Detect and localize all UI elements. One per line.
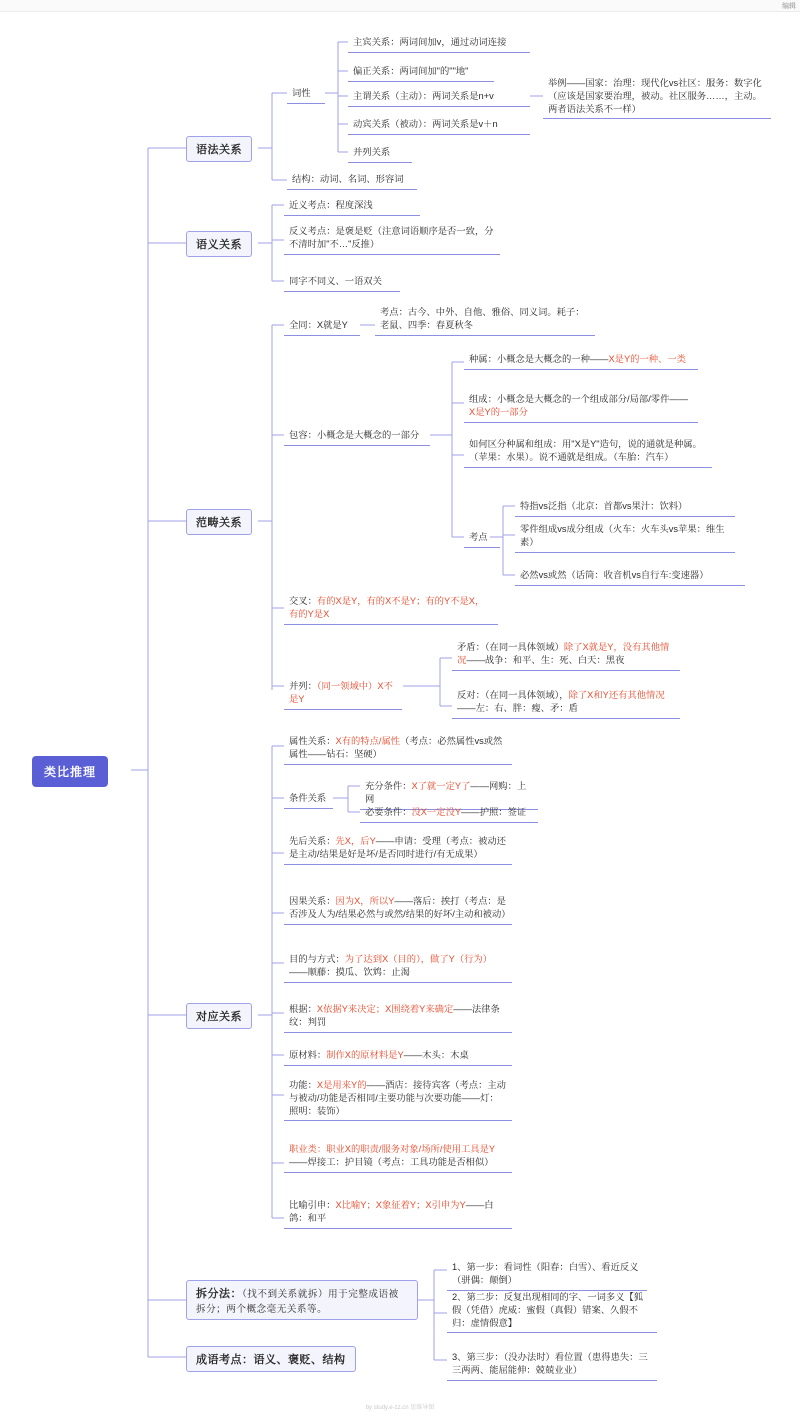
- node-bingliexi[interactable]: 并列关系: [348, 143, 412, 163]
- node-maodun-red: 除了X就是Y，没有其他情况: [457, 642, 670, 665]
- node-kaodian-2[interactable]: 零件组成vs成分组成（火车：火车头vs苹果：维生素）: [515, 520, 735, 553]
- node-fandui-tail: ——左：右、胖：瘦、矛：盾: [457, 702, 578, 713]
- node-xianhou[interactable]: [284, 832, 512, 865]
- branch-idiom[interactable]: 成语考点：语义、褒贬、结构: [186, 1346, 356, 1372]
- node-yinguo-tail: ——落后：挨打（考点：是否涉及人为/结果必然与或然/结果的好坏/主动和被动）: [289, 896, 511, 919]
- root-node[interactable]: 类比推理: [32, 756, 108, 787]
- node-yuancailiao-tail: ——木头：木桌: [403, 1050, 469, 1060]
- node-fandui-red: 除了X和Y还有其他情况: [568, 690, 665, 700]
- node-maodun[interactable]: [452, 638, 680, 671]
- node-kaodian-3[interactable]: 必然vs或然（话筒：收音机vs自行车:变速器）: [515, 566, 745, 586]
- node-shuxing[interactable]: [284, 732, 512, 765]
- node-biyu-tail: ——白鸽：和平: [289, 1200, 494, 1223]
- node-zhongshu-red: X是Y的一种、一类: [608, 354, 686, 364]
- node-yinguo-label: 因果关系：: [289, 896, 336, 906]
- node-tongzi[interactable]: 同字不同义、一语双关: [284, 272, 400, 292]
- node-maodun-text: 矛盾：（在同一具体领域）: [457, 642, 564, 652]
- node-chongfen-red: X了就一定Y了: [411, 781, 471, 791]
- node-genju-tail: ——法律条纹：判罚: [289, 1004, 500, 1027]
- node-tiaojian[interactable]: 条件关系: [284, 789, 333, 809]
- branch-grammar[interactable]: 语法关系: [186, 136, 252, 162]
- node-mudi-red: 为了达到X（目的），做了Y（行为）: [344, 954, 493, 964]
- node-binglie-label: 并列：: [289, 681, 317, 691]
- node-step-3[interactable]: 3、第三步：（没办法时）看位置（患得患失：三三两两、能屈能伸：兢兢业业）: [447, 1348, 657, 1381]
- node-zucheng-red: X是Y的一部分: [469, 406, 528, 417]
- branch-category[interactable]: 范畴关系: [186, 509, 252, 535]
- branch-split[interactable]: [186, 1280, 418, 1320]
- node-biyao-tail: ——护照：签证: [461, 807, 527, 817]
- node-maodun-tail: ——战争：和平、生：死、白天：黑夜: [466, 654, 625, 665]
- node-gongneng-tail: ——酒店：接待宾客（考点：主动与被动/功能是否相同/主要功能与次要功能——灯：照明：装饰）: [289, 1080, 506, 1116]
- node-gongneng-label: 功能：: [289, 1080, 317, 1090]
- node-genju-red: X依据Y来决定；X围绕着Y来确定: [316, 1004, 454, 1014]
- node-biyao[interactable]: [360, 803, 538, 823]
- node-cixing[interactable]: 词性: [287, 84, 325, 104]
- node-fanyi[interactable]: 反义考点：是褒是贬（注意词语顺序是否一致，分不清时加"不…"反推）: [284, 222, 500, 255]
- node-yuancailiao-label: 原材料：: [289, 1050, 327, 1060]
- node-quantong-aside[interactable]: 考点：古今、中外、自他、雅俗、同义词。耗子：老鼠、四季：春夏秋冬: [375, 303, 595, 336]
- node-xianhou-label: 先后关系：: [289, 836, 336, 846]
- node-jinyi[interactable]: 近义考点：程度深浅: [284, 196, 420, 216]
- node-zhongshu[interactable]: [464, 350, 698, 370]
- node-yuancailiao-red: 制作X的原材料是Y: [326, 1050, 404, 1060]
- node-biyu-label: 比喻引申：: [289, 1200, 336, 1210]
- node-dongbin[interactable]: 动宾关系（被动）：两词关系是v＋n: [348, 115, 530, 135]
- node-mudi[interactable]: [284, 950, 512, 983]
- node-gongneng[interactable]: [284, 1076, 512, 1121]
- node-pianzheng[interactable]: 偏正关系：两词间加"的""地": [348, 62, 494, 82]
- node-step-2[interactable]: 2、第二步：反复出现相同的字、一词多义【狐假（凭借）虎威：蜜假（真假）错案、久假不归：虚情假意】: [447, 1288, 657, 1333]
- split-label: 拆分法：: [196, 1288, 242, 1300]
- node-yinguo-red: 因为X，所以Y: [335, 896, 395, 906]
- branch-semantic[interactable]: 语义关系: [186, 231, 252, 257]
- window-top-bar: [0, 0, 800, 12]
- node-biyao-red: 没X一定没Y: [411, 807, 462, 817]
- node-zhiye-tail: ——焊接工：护目镜（考点：工具功能是否相似）: [289, 1156, 494, 1167]
- node-chongfen-tail: ——网购：上网: [365, 781, 527, 804]
- node-binglie[interactable]: [284, 677, 402, 710]
- node-step-1[interactable]: 1、第一步：看词性（阳春：白雪）、看近反义（骈偶：颠倒）: [447, 1258, 647, 1291]
- branch-correspond[interactable]: 对应关系: [186, 1003, 252, 1029]
- node-zhuwei[interactable]: 主谓关系（主动）：两词关系是n+v: [348, 87, 530, 107]
- node-qufen[interactable]: 如何区分种属和组成：用"X是Y"造句，说的通就是种属。（苹果：水果）。说不通就是组成。（车胎：汽车）: [464, 435, 712, 468]
- node-biyu-red: X比喻Y；X象征着Y；X引申为Y: [335, 1200, 466, 1210]
- watermark: by study.e-zz.cn 思维导图: [365, 1405, 435, 1411]
- split-label-rest: （找不到关系就拆）用于完整成语被拆分；两个概念毫无关系等。: [196, 1289, 399, 1315]
- node-jiaocha-red: 有的X是Y，有的X不是Y；有的Y不是X，有的Y是X: [289, 596, 485, 619]
- node-zucheng-text: 组成：小概念是大概念的一个组成部分/局部/零件——: [469, 394, 688, 404]
- node-zhiye[interactable]: [284, 1140, 512, 1173]
- node-chongfen-text: 充分条件：: [365, 781, 412, 791]
- node-kaodian-1[interactable]: 特指vs泛指（北京：首都vs果汁：饮料）: [515, 497, 735, 517]
- node-jiaocha[interactable]: [284, 592, 498, 625]
- node-biyao-text: 必要条件：: [365, 807, 412, 817]
- node-binglie-red: （同一领域中）X不是Y: [289, 681, 393, 704]
- node-genju[interactable]: [284, 1000, 512, 1033]
- node-genju-label: 根据：: [289, 1004, 317, 1014]
- node-fandui-text: 反对：（在同一具体领域），: [457, 690, 569, 700]
- node-biyu[interactable]: [284, 1196, 512, 1229]
- node-yuancailiao[interactable]: [284, 1046, 512, 1066]
- node-zhubin[interactable]: 主宾关系：两词间加v，通过动词连接: [348, 33, 530, 53]
- node-shuxing-tail: （考点：必然属性vs或然属性——钻石：坚硬）: [289, 736, 503, 759]
- node-jiaocha-label: 交叉：: [289, 596, 317, 606]
- node-fandui[interactable]: [452, 686, 680, 719]
- node-zhiye-red: 职业类：职业X的职责/服务对象/场所/使用工具是Y: [289, 1144, 496, 1154]
- node-mudi-label: 目的与方式：: [289, 954, 345, 964]
- node-yinguo[interactable]: [284, 892, 512, 925]
- node-shuxing-label: 属性关系：: [289, 736, 336, 746]
- node-grammar-example[interactable]: 举例——国家：治理：现代化vs社区：服务：数字化（应该是国家要治理，被动。社区服务……，主动。两者语法关系不一样）: [543, 74, 771, 119]
- node-baorong[interactable]: 包容：小概念是大概念的一部分: [284, 426, 430, 446]
- node-zucheng[interactable]: [464, 390, 698, 423]
- node-mudi-tail: ——顺藤：摸瓜、饮鸩：止渴: [289, 966, 410, 977]
- node-shuxing-red: X有的特点/属性: [335, 736, 401, 746]
- node-gongneng-red: X是用来Y的: [316, 1080, 367, 1090]
- node-xianhou-tail: ——申请：受理（考点：被动还是主动/结果是好是坏/是否同时进行/有无成果）: [289, 836, 506, 859]
- node-zhongshu-text: 种属：小概念是大概念的一种——: [469, 354, 609, 364]
- node-quantong[interactable]: 全同：X就是Y: [284, 316, 360, 336]
- edit-label[interactable]: 编辑: [782, 3, 796, 10]
- node-jiegou[interactable]: 结构：动词、名词、形容词: [287, 170, 417, 190]
- node-kaodian-baorong[interactable]: 考点: [464, 528, 500, 548]
- node-xianhou-red: 先X，后Y: [335, 836, 376, 846]
